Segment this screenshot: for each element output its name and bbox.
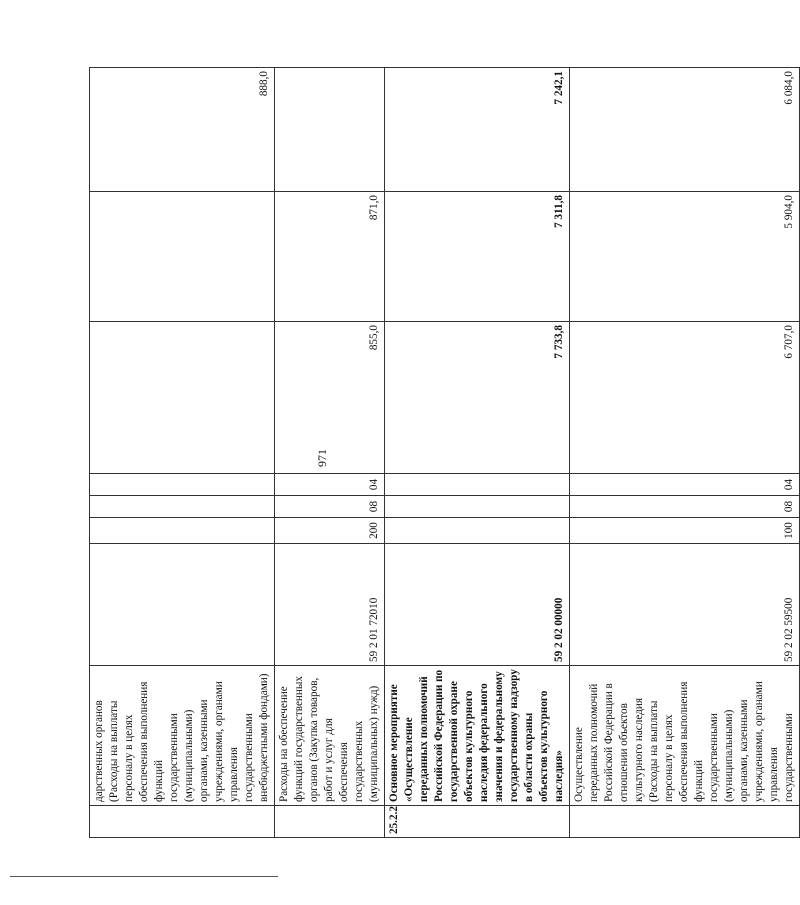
row-value-3: 888,0 [90,68,275,192]
row-rz: 08 [570,496,800,518]
row-vr: 100 [570,518,800,544]
row-value-2: 7 311,8 [385,192,570,322]
row-rz: 08 [275,496,385,518]
row-code [90,544,275,666]
row-description: Осуществление переданных полномочий Российской Федерации в отношении объектов культурного наследия (Расходы на выплаты персоналу в целях обеспечения выполнения функций государственными (муниципальными) органами, казенными учреждениями, органами управления государственными [570,666,800,806]
row-value-3: 7 242,1 [385,68,570,192]
row-pr: 04 [570,474,800,496]
row-code: 59 2 02 00000 [385,544,570,666]
row-vr: 200 [275,518,385,544]
row-value-1: 7 733,8 [385,322,570,474]
row-value-1: 6 707,0 [570,322,800,474]
footer-divider [10,876,278,877]
row-description: Основное мероприятие «Осуществление переданных полномочий Российской Федерации по государственной охране объектов культурного наследия федерального значения и федеральному государственному надзору в области охраны объектов культурного наследия» [385,666,570,806]
row-index: 25.2.2 [385,806,570,838]
row-description: Расходы на обеспечение функций государственных органов (Закупка товаров, работ и услуг для обеспечения государственных (муниципальных) нужд) [275,666,385,806]
table-row [90,68,275,838]
row-value-3 [275,68,385,192]
row-description: дарственных органов (Расходы на выплаты персоналу в целях обеспечения выполнения функций государственными (муниципальными) органами, казенными учреждениями, органами управления государственными внебюджетными фондами) [90,666,275,806]
row-code: 59 2 02 59500 [570,544,800,666]
row-value-2: 5 904,0 [570,192,800,322]
row-value-2 [90,192,275,322]
row-rz [90,496,275,518]
row-value-3: 6 084,0 [570,68,800,192]
page-number: 971 [315,449,329,467]
table-row [385,68,570,838]
row-index [90,806,275,838]
budget-table-rotated [89,68,795,838]
row-pr [90,474,275,496]
row-pr: 04 [275,474,385,496]
budget-table [89,67,800,838]
table-row [570,68,800,838]
row-vr [90,518,275,544]
row-value-1 [90,322,275,474]
row-code: 59 2 01 72010 [275,544,385,666]
row-index [570,806,800,838]
row-vr [385,518,570,544]
row-rz [385,496,570,518]
row-value-2: 871,0 [275,192,385,322]
table-row [275,68,385,838]
row-pr [385,474,570,496]
row-value-1: 855,0 [275,322,385,474]
row-index [275,806,385,838]
